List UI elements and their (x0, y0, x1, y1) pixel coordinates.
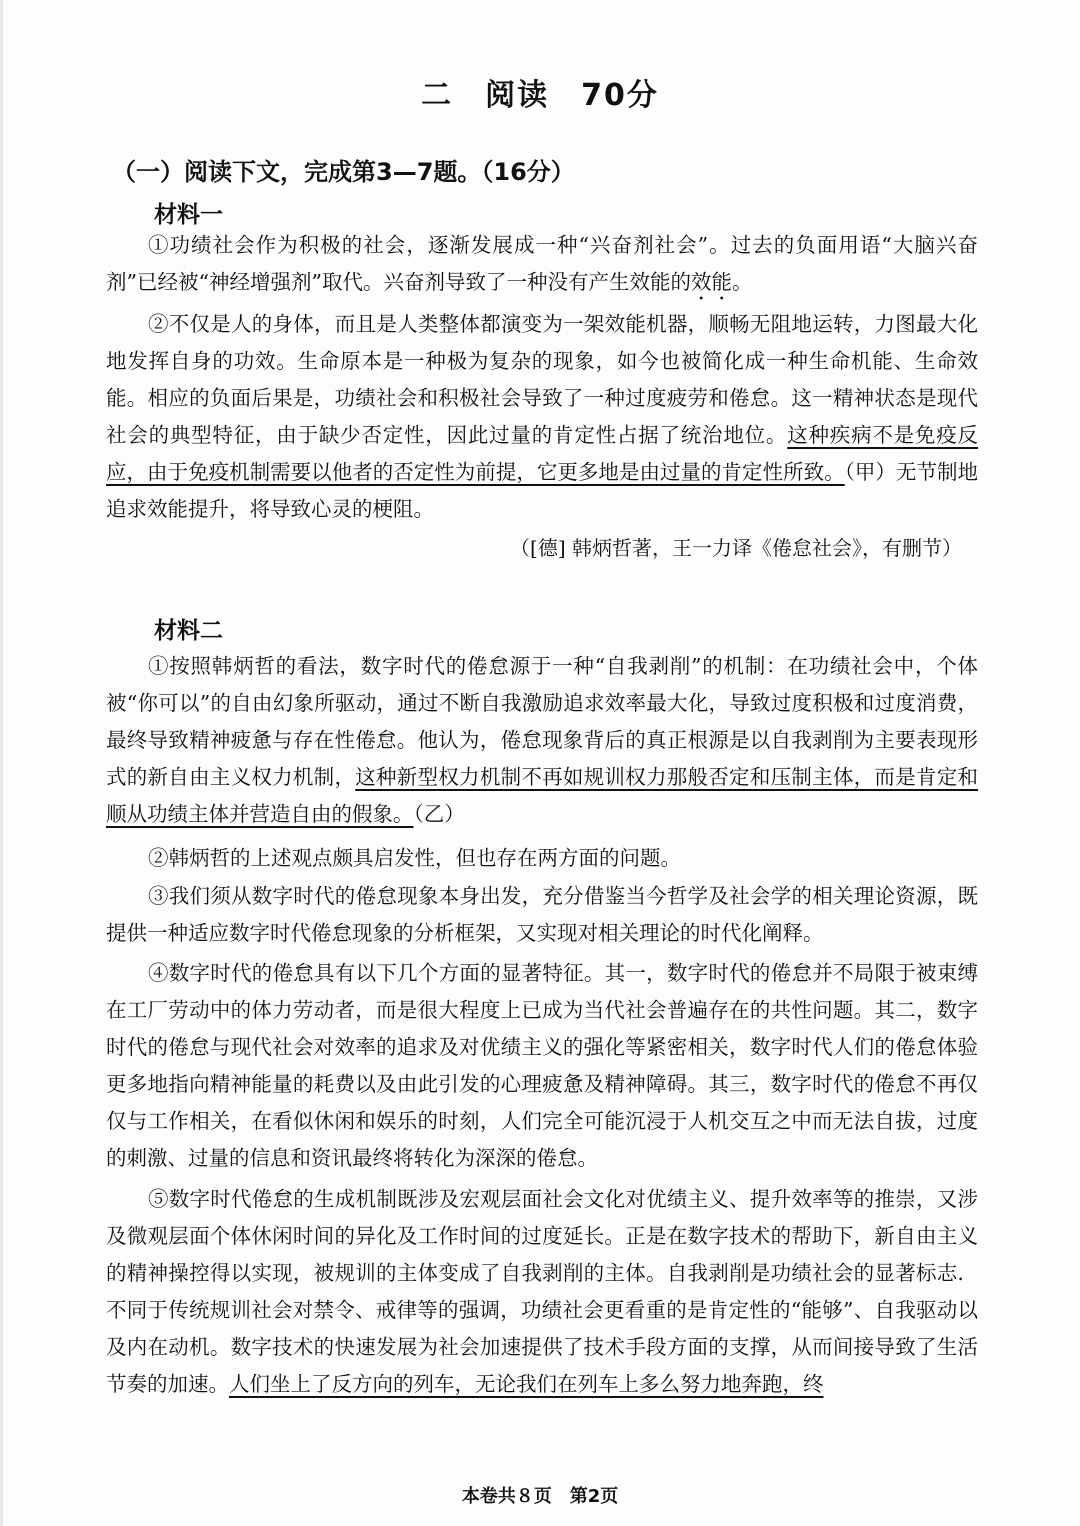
scan-edge (0, 0, 3, 1526)
question-group-heading: （一）阅读下文，完成第3—7题。（16分） (112, 158, 575, 186)
material-2-paragraph-5: ⑤数字时代倦怠的生成机制既涉及宏观层面社会文化对优绩主义、提升效率等的推崇，又涉及微观层面个体休闲时间的异化及工作时间的过度延长。正是在数字技术的帮助下，新自由主义的精神操控得以实现，被规训的主体变成了自我剥削的主体。自我剥削是功绩社会的显著标志．不同于传统规训社会对禁令、戒律等的强调，功绩社会更看重的是肯定性的“能够”、自我驱动以及内在动机。数字技术的快速发展为社会加速提供了技术手段方面的支撑，从而间接导致了生活节奏的加速。人们坐上了反方向的列车，无论我们在列车上多么努力地奔跑，终 (106, 1187, 978, 1396)
material-2-title: 材料二 (154, 618, 223, 644)
material-2-paragraph-3: ③我们须从数字时代的倦怠现象本身出发，充分借鉴当今哲学及社会学的相关理论资源，既提供一种适应数字时代倦怠现象的分析框架，又实现对相关理论的时代化阐释。 (106, 884, 978, 945)
material-2-paragraph-1: ①按照韩炳哲的看法，数字时代的倦怠源于一种“自我剥削”的机制：在功绩社会中，个体被“你可以”的自由幻象所驱动，通过不断自我激励追求效率最大化，导致过度积极和过度消费，最终导致精神疲惫与存在性倦怠。他认为，倦怠现象背后的真正根源是以自我剥削为主要表现形式的新自由主义权力机制，这种新型权力机制不再如规训权力那般否定和压制主体，而是肯定和顺从功绩主体并营造自由的假象。（乙） (106, 654, 978, 826)
section-title: 二 阅读 70分 (421, 78, 659, 113)
underlined-sentence-a: 这种疾病不是免疫反应，由于免疫机制需要以他者的否定性为前提，它更多地是由过量的肯定性所致。 (106, 423, 979, 484)
mark-b: （乙） (413, 802, 465, 826)
material-2-paragraph-4: ④数字时代的倦怠具有以下几个方面的显著特征。其一，数字时代的倦怠并不局限于被束缚在工厂劳动中的体力劳动者，而是很大程度上已成为当代社会普遍存在的共性问题。其二，数字时代的倦怠与现代社会对效率的追求及对优绩主义的强化等紧密相关，数字时代人们的倦怠体验更多地指向精神能量的耗费以及由此引发的心理疲惫及精神障碍。其三，数字时代的倦怠不再仅仅与工作相关，在看似休闲和娱乐的时刻，人们完全可能沉浸于人机交互之中而无法自拔，过度的刺激、过量的信息和资讯最终将转化为深深的倦怠。 (106, 961, 978, 1170)
material-1-source: （[德] 韩炳哲著，王一力译《倦怠社会》，有删节） (510, 536, 962, 560)
material-1-paragraph-1: ①功绩社会作为积极的社会，逐渐发展成一种“兴奋剂社会”。过去的负面用语“大脑兴奋剂”已经被“神经增强剂”取代。兴奋剂导致了一种没有产生效能的效能。 (106, 233, 978, 294)
underlined-sentence-b: 这种新型权力机制不再如规训权力那般否定和压制主体，而是肯定和顺从功绩主体并营造自由的假象。 (106, 765, 978, 826)
mark-a: （甲） (844, 460, 896, 484)
material-2-paragraph-2: ②韩炳哲的上述观点颇具启发性，但也存在两方面的问题。 (148, 846, 681, 870)
page-footer: 本卷共８页 第2页 (461, 1486, 619, 1507)
emphasized-word: 效能 (690, 270, 732, 294)
underlined-sentence-c: 人们坐上了反方向的列车，无论我们在列车上多么努力地奔跑，终 (229, 1372, 824, 1396)
material-1-title: 材料一 (154, 202, 223, 228)
material-1-paragraph-2: ②不仅是人的身体，而且是人类整体都演变为一架效能机器，顺畅无阻地运转，力图最大化地发挥自身的功效。生命原本是一种极为复杂的现象，如今也被简化成一种生命机能、生命效能。相应的负面后果是，功绩社会和积极社会导致了一种过度疲劳和倦怠。这一精神状态是现代社会的典型特征，由于缺少否定性，因此过量的肯定性占据了统治地位。这种疾病不是免疫反应，由于免疫机制需要以他者的否定性为前提，它更多地是由过量的肯定性所致。（甲）无节制地追求效能提升，将导致心灵的梗阻。 (106, 312, 979, 521)
